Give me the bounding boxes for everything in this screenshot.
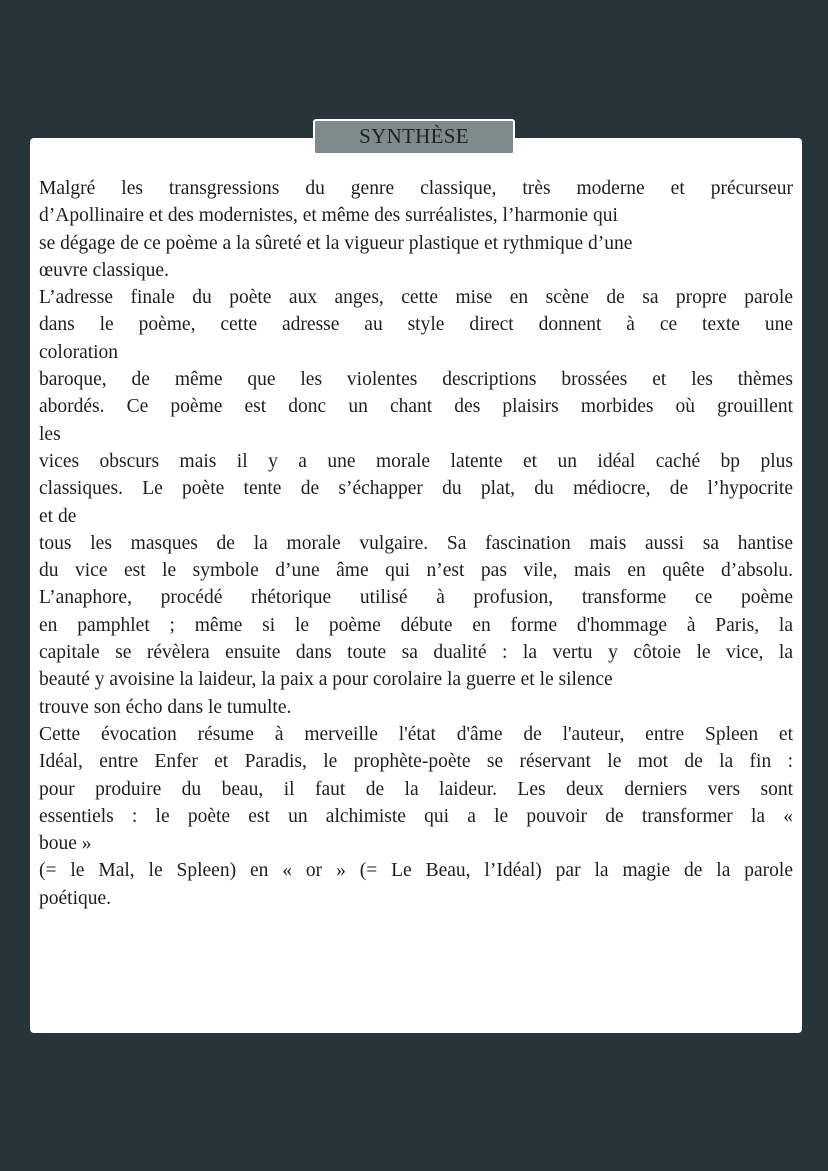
- text-line: dans le poème, cette adresse au style direct donnent à ce texte une: [39, 314, 793, 336]
- text-line: L’anaphore, procédé rhétorique utilisé à profusion, transforme ce poème: [39, 587, 793, 609]
- synthesis-text: [39, 175, 793, 912]
- text-line: Malgré les transgressions du genre classique, très moderne et précurseur: [39, 178, 793, 199]
- text-line: (= le Mal, le Spleen) en « or » (= Le Beau, l’Idéal) par la magie de la parole: [39, 860, 793, 882]
- text-line: trouve son écho dans le tumulte.: [39, 696, 292, 718]
- text-line: œuvre classique.: [39, 259, 169, 281]
- text-line: Idéal, entre Enfer et Paradis, le prophète-poète se réservant le mot de la fin :: [39, 751, 793, 773]
- text-line: capitale se révèlera ensuite dans toute sa dualité : la vertu y côtoie le vice, la: [39, 642, 793, 664]
- text-line: du vice est le symbole d’une âme qui n’est pas vile, mais en quête d’absolu.: [39, 560, 793, 582]
- text-line: vices obscurs mais il y a une morale latente et un idéal caché bp plus: [39, 450, 793, 472]
- section-title: SYNTHÈSE: [313, 119, 515, 155]
- text-line: se dégage de ce poème a la sûreté et la vigueur plastique et rythmique d’une: [39, 232, 633, 254]
- text-line: abordés. Ce poème est donc un chant des plaisirs morbides où grouillent: [39, 396, 793, 418]
- text-line: poétique.: [39, 887, 112, 909]
- text-line: boue »: [39, 833, 92, 855]
- text-line: essentiels : le poète est un alchimiste qui a le pouvoir de transformer la «: [39, 805, 793, 827]
- text-line: coloration: [39, 341, 119, 363]
- text-line: et de: [39, 505, 77, 527]
- text-line: Cette évocation résume à merveille l'état d'âme de l'auteur, entre Spleen et: [39, 723, 793, 745]
- text-line: pour produire du beau, il faut de la laideur. Les deux derniers vers sont: [39, 778, 793, 800]
- text-line: beauté y avoisine la laideur, la paix a pour corolaire la guerre et le silence: [39, 669, 613, 691]
- text-line: baroque, de même que les violentes descriptions brossées et les thèmes: [39, 369, 793, 391]
- text-line: d’Apollinaire et des modernistes, et même des surréalistes, l’harmonie qui: [39, 205, 618, 227]
- text-line: les: [39, 423, 61, 445]
- text-line: tous les masques de la morale vulgaire. Sa fascination mais aussi sa hantise: [39, 532, 793, 554]
- text-line: L’adresse finale du poète aux anges, cette mise en scène de sa propre parole: [39, 287, 793, 309]
- text-line: en pamphlet ; même si le poème débute en forme d'hommage à Paris, la: [39, 614, 793, 636]
- text-line: classiques. Le poète tente de s’échapper du plat, du médiocre, de l’hypocrite: [39, 478, 793, 500]
